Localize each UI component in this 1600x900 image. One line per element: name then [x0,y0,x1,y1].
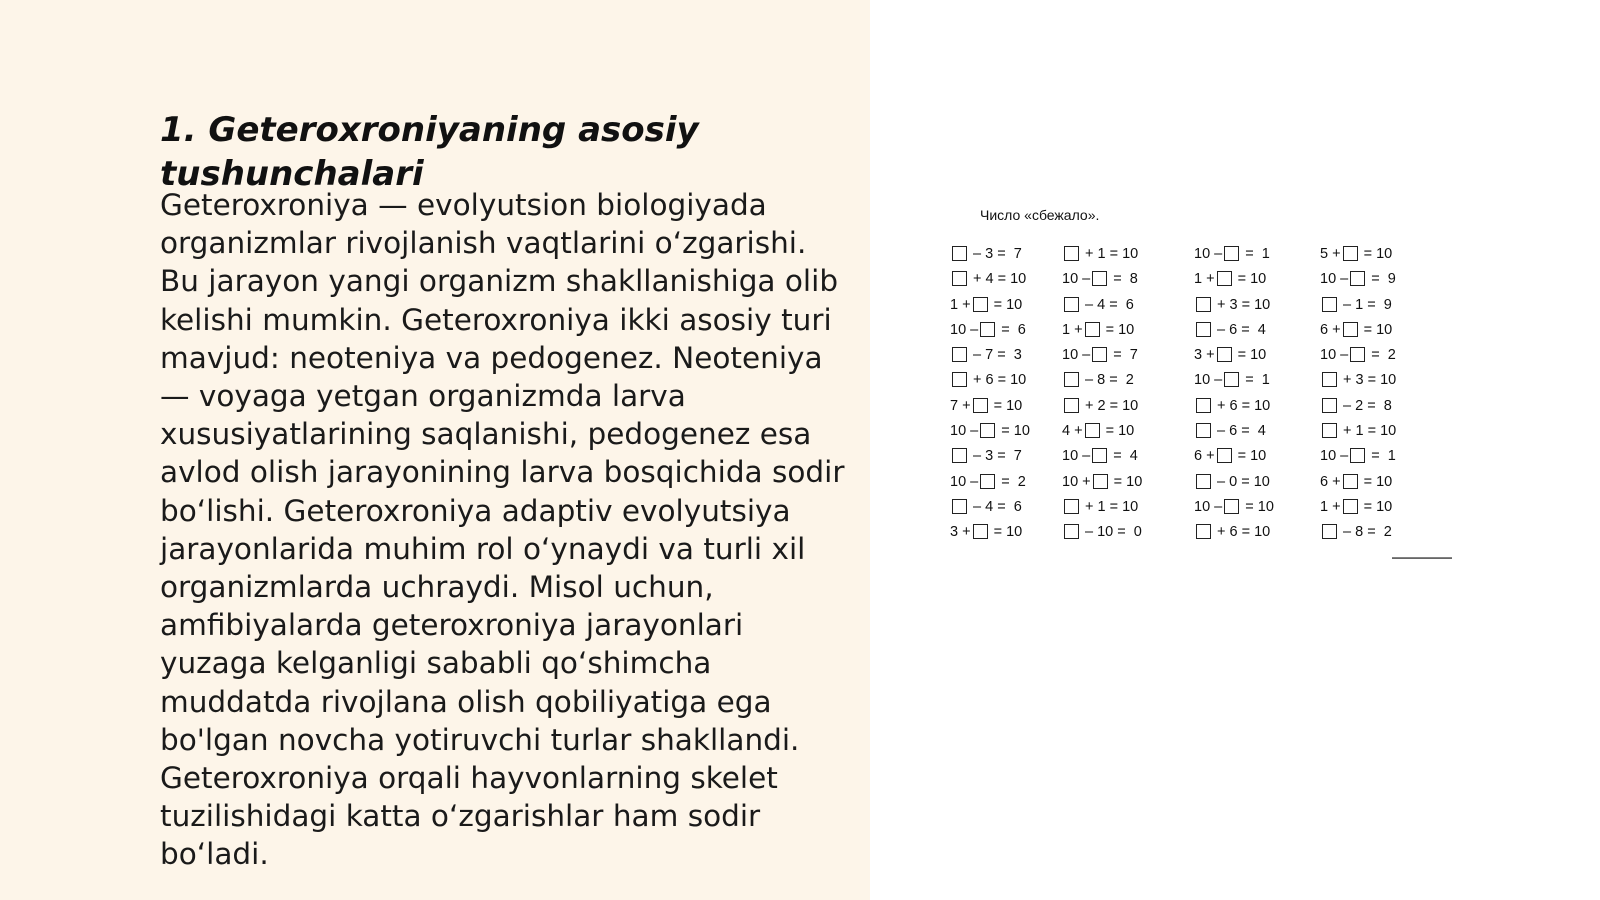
answer-box [1224,372,1239,387]
worksheet-row [950,419,1470,444]
equation-suffix: + 1 = 10 [1339,423,1397,440]
answer-box [1064,499,1079,514]
worksheet-equation [950,419,1075,444]
worksheet-equation [1194,242,1319,267]
answer-box [1196,322,1211,337]
worksheet-row [950,368,1470,393]
equation-suffix: = 1 [1241,372,1270,389]
answer-box [1322,297,1337,312]
answer-box [1343,322,1358,337]
answer-box [1085,322,1100,337]
equation-suffix: + 3 = 10 [1213,296,1271,313]
worksheet-row [950,444,1470,469]
worksheet-equation [1320,470,1445,495]
worksheet-equation [1320,293,1445,318]
answer-box [1064,398,1079,413]
answer-box [1196,297,1211,312]
equation-suffix: = 1 [1367,448,1396,465]
equation-suffix: = 2 [1367,347,1396,364]
equation-prefix: 10 – [1320,271,1349,288]
worksheet-equation [1062,444,1187,469]
answer-box [973,398,988,413]
worksheet-equation [1320,495,1445,520]
equation-suffix: = 10 [997,423,1030,440]
worksheet-row [950,394,1470,419]
worksheet-equation [1194,343,1319,368]
equation-prefix: 10 – [1062,271,1091,288]
answer-box [1224,246,1239,261]
equation-suffix: = 10 [1233,448,1267,465]
answer-box [1350,271,1365,286]
worksheet-equation [1320,343,1445,368]
worksheet-equation [950,343,1075,368]
worksheet-equation [1062,470,1187,495]
answer-box [1196,398,1211,413]
answer-box [952,271,967,286]
worksheet-equation [1194,293,1319,318]
worksheet-equation [950,242,1075,267]
equation-suffix: + 4 = 10 [969,271,1027,288]
worksheet-equation [1194,267,1319,292]
worksheet-equation [1194,520,1319,545]
worksheet-equation [950,520,1075,545]
equation-suffix: = 2 [997,473,1026,490]
equation-prefix: 4 + [1062,423,1083,440]
worksheet-equation [1320,394,1445,419]
equation-prefix: 3 + [950,524,971,541]
worksheet-row [950,293,1470,318]
answer-box [1196,423,1211,438]
answer-box [1322,398,1337,413]
equation-suffix: = 10 [1359,498,1393,515]
equation-prefix: 10 – [1194,372,1223,389]
equation-prefix: 10 – [1194,498,1223,515]
equation-suffix: = 10 [1359,473,1393,490]
equation-suffix: = 10 [1359,246,1393,262]
math-worksheet-image [950,200,1470,570]
answer-box [952,448,967,463]
worksheet-equation [950,293,1075,318]
equation-suffix: + 1 = 10 [1081,246,1139,262]
equation-prefix: 10 – [1062,448,1091,465]
answer-box [1322,372,1337,387]
equation-prefix: 10 – [950,423,979,440]
worksheet-equation [950,318,1075,343]
answer-box [1343,474,1358,489]
answer-box [980,423,995,438]
worksheet-equation [1320,444,1445,469]
worksheet-caption: Число «сбежало». [980,207,1100,223]
answer-box [1350,448,1365,463]
equation-suffix: + 2 = 10 [1081,397,1139,414]
equation-prefix: 10 + [1062,473,1091,490]
worksheet-equation [1320,318,1445,343]
equation-prefix: 1 + [950,296,971,313]
equation-suffix: – 4 = 6 [969,498,1022,515]
equation-suffix: – 8 = 2 [1081,372,1134,389]
equation-suffix: – 2 = 8 [1339,397,1392,414]
equation-suffix: – 10 = 0 [1081,524,1142,541]
equation-suffix: + 3 = 10 [1339,372,1397,389]
equation-prefix: 5 + [1320,246,1341,262]
worksheet-row [950,495,1470,520]
equation-prefix: 10 – [1194,246,1223,262]
worksheet-equation [950,368,1075,393]
answer-box [1224,499,1239,514]
worksheet-row [950,267,1470,292]
worksheet-equation [1062,267,1187,292]
equation-suffix: = 8 [1109,271,1138,288]
worksheet-row [950,520,1470,545]
answer-box [952,347,967,362]
answer-box [1085,423,1100,438]
worksheet-row [950,470,1470,495]
worksheet-equation [1062,318,1187,343]
worksheet-equation [1194,495,1319,520]
worksheet-equation [950,394,1075,419]
answer-box [973,297,988,312]
equation-prefix: 10 – [1320,347,1349,364]
worksheet-equation [1320,242,1445,267]
answer-box [1064,246,1079,261]
equation-suffix: = 10 [989,524,1023,541]
equation-suffix: = 10 [1359,321,1393,338]
equation-prefix: 6 + [1194,448,1215,465]
equation-suffix: – 7 = 3 [969,347,1022,364]
equation-prefix: 1 + [1062,321,1083,338]
worksheet-row [950,343,1470,368]
answer-box [980,322,995,337]
equation-prefix: 10 – [950,321,979,338]
equation-suffix: = 10 [1241,498,1274,515]
worksheet-equation [1320,520,1445,545]
equation-suffix: = 7 [1109,347,1138,364]
answer-box [1343,499,1358,514]
worksheet-equation [950,470,1075,495]
equation-suffix: – 3 = 7 [969,448,1022,465]
equation-suffix: = 10 [1101,321,1135,338]
equation-suffix: – 0 = 10 [1213,473,1270,490]
equation-suffix: = 10 [1233,271,1267,288]
worksheet-equation [1194,318,1319,343]
answer-box [1217,448,1232,463]
worksheet-equation [1194,419,1319,444]
answer-box [1196,524,1211,539]
worksheet-equation [1062,520,1187,545]
worksheet-row [950,318,1470,343]
worksheet-equation [1194,470,1319,495]
equation-prefix: 6 + [1320,321,1341,338]
answer-box [1092,271,1107,286]
worksheet-equation [1320,368,1445,393]
equation-suffix: – 4 = 6 [1081,296,1134,313]
worksheet-equation [1194,368,1319,393]
answer-box [1196,474,1211,489]
worksheet-watermark: ▬▬▬▬▬▬▬▬▬▬ [1392,555,1452,561]
equation-suffix: = 10 [989,397,1023,414]
answer-box [1217,347,1232,362]
equation-suffix: + 6 = 10 [969,372,1027,389]
equation-suffix: – 6 = 4 [1213,423,1266,440]
equation-suffix: = 4 [1109,448,1138,465]
worksheet-equation [1062,368,1187,393]
answer-box [1343,246,1358,261]
answer-box [1322,524,1337,539]
answer-box [1092,448,1107,463]
answer-box [1217,271,1232,286]
worksheet-equation [1320,419,1445,444]
worksheet-equation [1194,394,1319,419]
equation-suffix: – 3 = 7 [969,246,1022,262]
equation-prefix: 3 + [1194,347,1215,364]
answer-box [952,246,967,261]
answer-box [1322,423,1337,438]
answer-box [1350,347,1365,362]
answer-box [1093,474,1108,489]
answer-box [980,474,995,489]
answer-box [952,499,967,514]
worksheet-equation [1062,343,1187,368]
equation-suffix: – 1 = 9 [1339,296,1392,313]
equation-prefix: 10 – [950,473,979,490]
worksheet-equation [1062,293,1187,318]
answer-box [1064,524,1079,539]
answer-box [1092,347,1107,362]
worksheet-equation [1320,267,1445,292]
answer-box [1064,372,1079,387]
equation-suffix: = 10 [1109,473,1143,490]
equation-suffix: – 6 = 4 [1213,321,1266,338]
equation-suffix: + 6 = 10 [1213,524,1271,541]
answer-box [952,372,967,387]
worksheet-equation [950,267,1075,292]
worksheet-equation [1194,444,1319,469]
equation-prefix: 10 – [1320,448,1349,465]
worksheet-equation [1062,495,1187,520]
equation-suffix: = 10 [1101,423,1135,440]
equation-prefix: 1 + [1320,498,1341,515]
equation-suffix: = 10 [989,296,1023,313]
slide-title: 1. Geteroxroniyaning asosiy tushunchalari [160,110,699,194]
worksheet-equation [1062,394,1187,419]
answer-box [1064,297,1079,312]
worksheet-grid [950,242,1470,546]
worksheet-equation [1062,242,1187,267]
equation-prefix: 6 + [1320,473,1341,490]
equation-suffix: = 1 [1241,246,1270,262]
equation-suffix: = 10 [1233,347,1267,364]
worksheet-row [950,242,1470,267]
equation-prefix: 7 + [950,397,971,414]
equation-suffix: + 1 = 10 [1081,498,1139,515]
worksheet-equation [1062,419,1187,444]
worksheet-equation [950,444,1075,469]
equation-suffix: – 8 = 2 [1339,524,1392,541]
equation-prefix: 10 – [1062,347,1091,364]
slide-body-text: Geteroxroniya — evolyutsion biologiyada organizmlar rivojlanish vaqtlarini oʻzgarishi. Bu jarayon yangi organizm shakllanishiga olib kelishi mumkin. Geteroxroniya ikki asosiy turi mavjud: neoteniya va pedogenez. Neoteniya — voyaga yetgan organizmda larva xususiyatlarining saqlanishi, pedogenez esa avlod olish jarayonining larva bosqichida sodir boʻlishi. Geteroxroniya adaptiv evolyutsiya jarayonlarida muhim rol oʻynaydi va turli xil organizmlarda uchraydi. Misol uchun, amfibiyalarda geteroxroniya jarayonlari yuzaga kelganligi sababli qoʻshimcha muddatda rivojlana olish qobiliyatiga ega bo'lgan novcha yotiruvchi turlar shakllandi. Geteroxroniya orqali hayvonlarning skelet tuzilishidagi katta oʻzgarishlar ham sodir boʻladi. [160,188,845,872]
equation-suffix: = 6 [997,321,1026,338]
answer-box [973,524,988,539]
worksheet-equation [950,495,1075,520]
equation-prefix: 1 + [1194,271,1215,288]
equation-suffix: = 9 [1367,271,1396,288]
equation-suffix: + 6 = 10 [1213,397,1271,414]
